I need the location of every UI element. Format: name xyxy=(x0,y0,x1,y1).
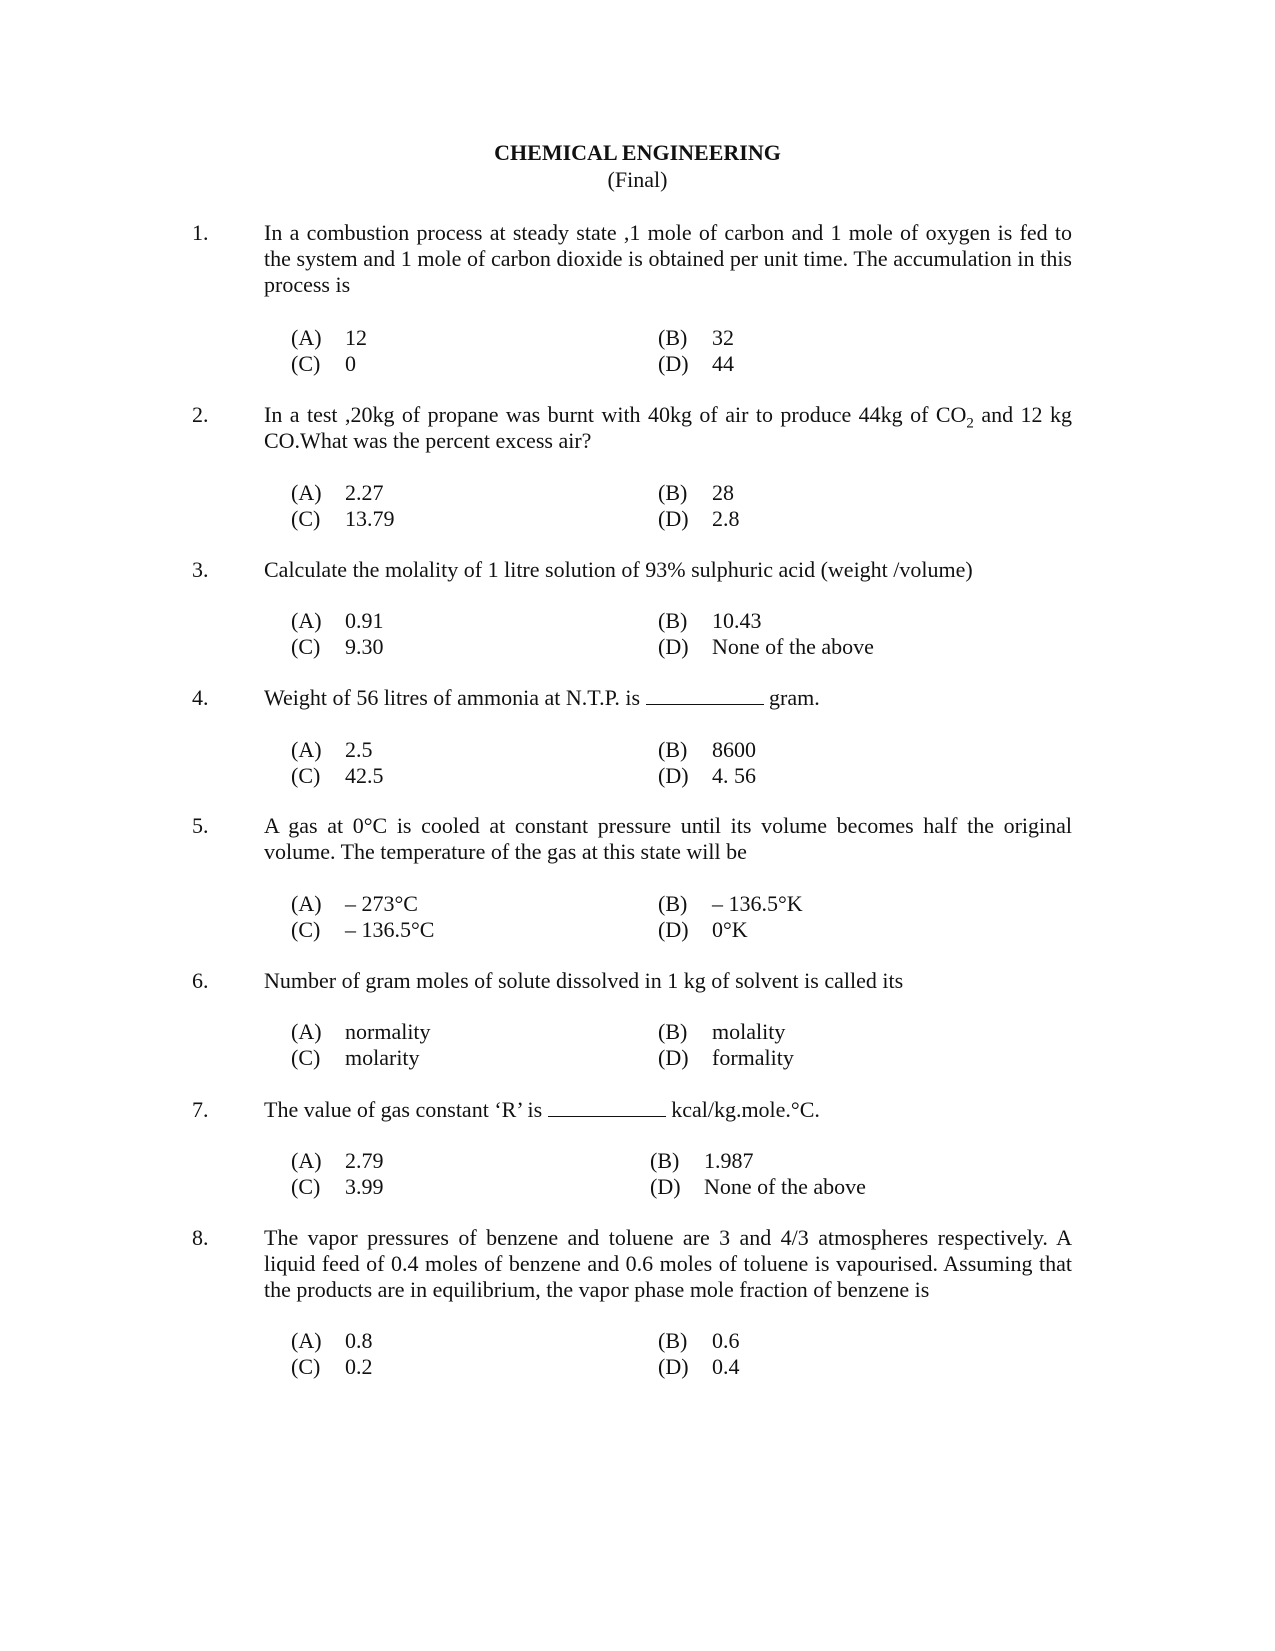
option-d xyxy=(658,763,756,789)
question-text-part: Weight of 56 litres of ammonia at N.T.P. is xyxy=(264,685,646,710)
option-label: (A) xyxy=(291,480,322,505)
question-text-part: kcal/kg.mole.°C. xyxy=(665,1097,820,1122)
option-b xyxy=(658,608,762,634)
option-label: (A) xyxy=(291,891,322,916)
page-title: CHEMICAL ENGINEERING xyxy=(494,140,781,165)
option-label: (A) xyxy=(291,608,322,633)
option-value: molarity xyxy=(345,1045,420,1070)
option-a xyxy=(291,480,384,506)
option-c xyxy=(291,917,434,943)
option-a xyxy=(291,1148,384,1174)
option-value: None of the above xyxy=(712,634,874,659)
question-text-part: In a test ,20kg of propane was burnt with 40kg of air to produce 44kg of CO xyxy=(264,402,967,427)
option-label: (C) xyxy=(291,763,321,788)
option-value: 4. 56 xyxy=(712,763,756,788)
option-label: (D) xyxy=(658,506,689,531)
question-text-part: and 12 kg CO.What was the percent excess air? xyxy=(264,402,1072,453)
option-a xyxy=(291,1019,431,1045)
option-label: (C) xyxy=(291,1174,321,1199)
question-number: 5. xyxy=(192,813,209,838)
option-value: 2.8 xyxy=(712,506,740,531)
question-text: Number of gram moles of solute dissolved in 1 kg of solvent is called its xyxy=(264,968,904,993)
option-value: 2.5 xyxy=(345,737,373,762)
option-d xyxy=(658,1354,740,1380)
answer-blank xyxy=(646,686,764,705)
option-label: (A) xyxy=(291,325,322,350)
option-value: 0.4 xyxy=(712,1354,740,1379)
option-c xyxy=(291,1354,373,1380)
option-value: 0.91 xyxy=(345,608,384,633)
option-value: – 136.5°K xyxy=(712,891,803,916)
option-value: 44 xyxy=(712,351,734,376)
question-text: A gas at 0°C is cooled at constant pressure until its volume becomes half the original volume. The temperature of the gas at this state will be xyxy=(264,813,1072,864)
question-number: 2. xyxy=(192,402,209,427)
option-c xyxy=(291,1045,420,1071)
question-text xyxy=(264,685,1072,711)
question-text: In a combustion process at steady state ,1 mole of carbon and 1 mole of oxygen is fed to the system and 1 mole of carbon dioxide is obtained per unit time. The accumulation in this process is xyxy=(264,220,1072,297)
option-c xyxy=(291,1174,384,1200)
option-d xyxy=(658,1045,794,1071)
option-value: molality xyxy=(712,1019,786,1044)
option-label: (C) xyxy=(291,506,321,531)
option-c xyxy=(291,506,395,532)
option-label: (A) xyxy=(291,737,322,762)
question-number: 6. xyxy=(192,968,209,993)
option-value: 0.6 xyxy=(712,1328,740,1353)
question-number: 7. xyxy=(192,1097,209,1122)
question-number: 4. xyxy=(192,685,209,710)
option-b xyxy=(658,1328,740,1354)
option-d xyxy=(658,634,874,660)
question-number: 1. xyxy=(192,220,209,245)
option-a xyxy=(291,608,384,634)
option-label: (B) xyxy=(650,1148,680,1173)
option-label: (A) xyxy=(291,1019,322,1044)
option-label: (B) xyxy=(658,737,688,762)
question-text xyxy=(264,1097,1072,1123)
option-value: – 136.5°C xyxy=(345,917,435,942)
question-text: The vapor pressures of benzene and toluene are 3 and 4/3 atmospheres respectively. A liquid feed of 0.4 moles of benzene and 0.6 moles of toluene is vapourised. Assuming that the products are in equilibrium, the vapor phase mole fraction of benzene is xyxy=(264,1225,1072,1302)
question-text-part: gram. xyxy=(763,685,820,710)
option-b xyxy=(658,1019,785,1045)
option-d xyxy=(658,917,748,943)
option-b xyxy=(658,325,734,351)
option-value: 13.79 xyxy=(345,506,395,531)
option-label: (B) xyxy=(658,608,688,633)
option-value: 42.5 xyxy=(345,763,384,788)
option-label: (A) xyxy=(291,1328,322,1353)
option-label: (B) xyxy=(658,1328,688,1353)
option-value: None of the above xyxy=(704,1174,866,1199)
option-label: (D) xyxy=(658,634,689,659)
question-number: 8. xyxy=(192,1225,209,1250)
option-label: (C) xyxy=(291,351,321,376)
option-d xyxy=(658,506,740,532)
option-value: 0°K xyxy=(712,917,748,942)
option-value: 3.99 xyxy=(345,1174,384,1199)
option-label: (B) xyxy=(658,325,688,350)
option-value: 10.43 xyxy=(712,608,762,633)
option-value: formality xyxy=(712,1045,794,1070)
option-value: – 273°C xyxy=(345,891,418,916)
page-subtitle: (Final) xyxy=(607,167,668,192)
option-value: 2.27 xyxy=(345,480,384,505)
option-label: (C) xyxy=(291,634,321,659)
option-label: (D) xyxy=(658,763,689,788)
option-d xyxy=(658,351,734,377)
option-value: 28 xyxy=(712,480,734,505)
question-text xyxy=(264,402,1072,454)
option-a xyxy=(291,1328,373,1354)
option-label: (C) xyxy=(291,1354,321,1379)
option-b xyxy=(658,891,803,917)
option-value: normality xyxy=(345,1019,431,1044)
option-label: (D) xyxy=(658,351,689,376)
option-label: (D) xyxy=(658,917,689,942)
option-a xyxy=(291,325,367,351)
option-value: 0.8 xyxy=(345,1328,373,1353)
option-label: (C) xyxy=(291,917,321,942)
option-a xyxy=(291,737,373,763)
option-value: 0 xyxy=(345,351,356,376)
option-d xyxy=(650,1174,866,1200)
question-number: 3. xyxy=(192,557,209,582)
option-a xyxy=(291,891,418,917)
answer-blank xyxy=(548,1098,666,1117)
option-b xyxy=(658,737,756,763)
question-text-part: The value of gas constant ‘R’ is xyxy=(264,1097,548,1122)
option-b xyxy=(658,480,734,506)
option-c xyxy=(291,634,384,660)
option-label: (D) xyxy=(658,1354,689,1379)
option-label: (A) xyxy=(291,1148,322,1173)
option-value: 12 xyxy=(345,325,367,350)
option-b xyxy=(650,1148,754,1174)
option-c xyxy=(291,763,384,789)
option-label: (C) xyxy=(291,1045,321,1070)
option-value: 32 xyxy=(712,325,734,350)
option-value: 9.30 xyxy=(345,634,384,659)
option-label: (B) xyxy=(658,891,688,916)
option-label: (D) xyxy=(658,1045,689,1070)
option-label: (D) xyxy=(650,1174,681,1199)
option-value: 1.987 xyxy=(704,1148,754,1173)
option-value: 2.79 xyxy=(345,1148,384,1173)
option-c xyxy=(291,351,356,377)
option-label: (B) xyxy=(658,1019,688,1044)
question-text: Calculate the molality of 1 litre solution of 93% sulphuric acid (weight /volume) xyxy=(264,557,973,582)
option-value: 0.2 xyxy=(345,1354,373,1379)
option-value: 8600 xyxy=(712,737,756,762)
option-label: (B) xyxy=(658,480,688,505)
subscript: 2 xyxy=(966,415,974,432)
